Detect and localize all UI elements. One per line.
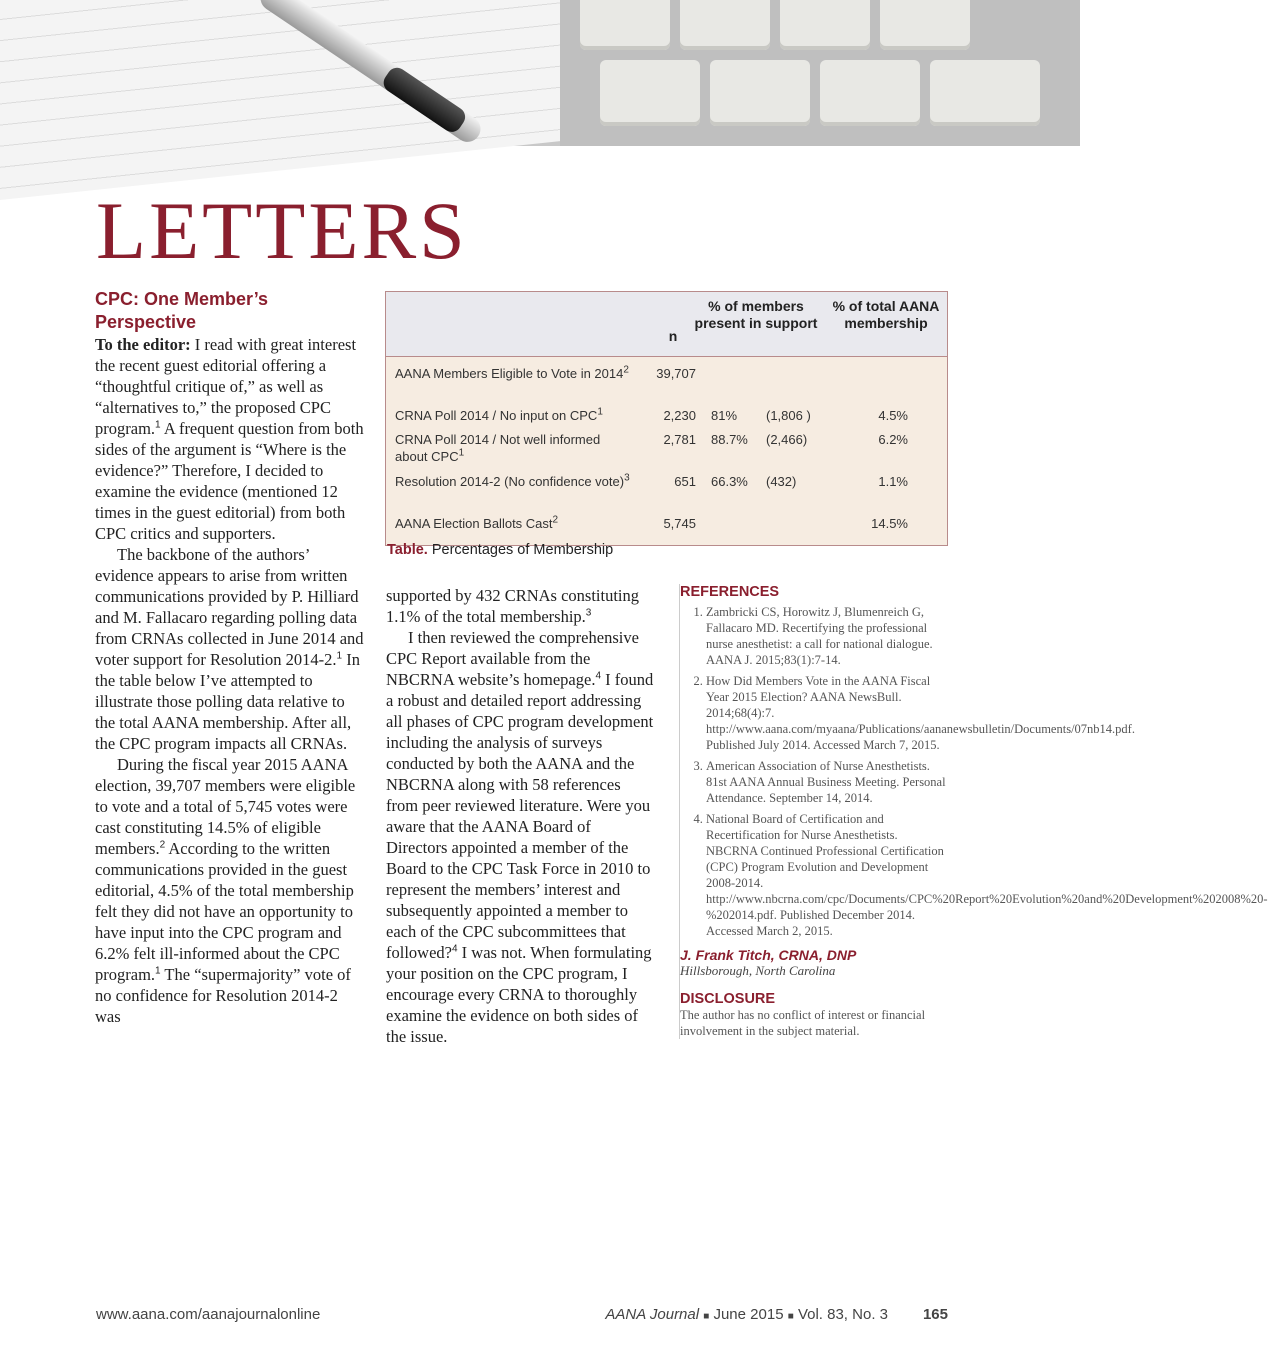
table-body [386, 365, 947, 545]
paragraph: I then reviewed the comprehensive CPC Report available from the NBCRNA website’s homepage.$^4$ I found a robust and detailed report addressing all phases of CPC program development including the analysis of surveys conducted by both the AANA and the NBCRNA along with 58 references from peer reviewed literature. Were you aware that the AANA Board of Directors appointed a member of the Board to the CPC Task Force in 2010 to represent the members’ interest and subsequently appointed a member to each of the CPC subcommittees that followed?$^4$ I was not. When formulating your position on the CPC program, I encourage every CRNA to thoroughly examine the evidence on both sides of the issue. [386, 628, 654, 1046]
paragraph: The backbone of the authors’ evidence appears to arise from written communications provided by P. Hilliard and M. Fallacaro regarding polling data from CRNAs collected in June 2014 and voter support for Resolution 2014-2.$^1$ In the table below I’ve attempted to illustrate those polling data relative to the total AANA membership. After all, the CPC program impacts all CRNAs. [95, 545, 364, 753]
col-header-n: n [668, 328, 678, 344]
row-label: CRNA Poll 2014 / No input on CPC$^1$ [395, 406, 603, 423]
col-header-total: % of total AANA membership [832, 298, 940, 331]
row-label: AANA Election Ballots Cast$^2$ [395, 514, 559, 531]
cell-total: 1.1% [878, 474, 908, 489]
footer-url[interactable]: www.aana.com/aanajournalonline [96, 1306, 321, 1323]
header-photo [0, 0, 1024, 146]
salutation: To the editor: [95, 335, 191, 354]
cell-count: (432) [766, 474, 797, 489]
footer-citation: AANA Journal ■ June 2015 ■ Vol. 83, No. 3 [605, 1306, 888, 1323]
paragraph: During the fiscal year 2015 AANA election, 39,707 members were eligible to vote and a total of 5,745 votes were cast constituting 14.5% of eligible members.$^2$ According to the written communications provided in the guest editorial, 4.5% of the total membership felt they did not have an opportunity to have input into the CPC program and 6.2% felt ill-informed about the CPC program.$^1$ The “supermajority” vote of no confidence for Resolution 2014-2 was [95, 755, 356, 1026]
author-location: Hillsborough, North Carolina [680, 963, 836, 978]
list-item: 4. National Board of Certification and Recertification for Nurse Anesthetists. NBCRNA Continued Professional Certification (CPC) Program Evolution and Development 2008-2014. http://www.nbcrna.com/cpc/Documents/CPC%20Report%20Evolution%20and%20Development%202008%20-%202014.pdf. Published December 2014. Accessed March 2, 2015. [706, 811, 950, 939]
cell-n: 39,707 [656, 366, 696, 381]
article-column-1 [95, 288, 365, 1027]
footnote-ref: 1 [597, 406, 603, 418]
page-number: 165 [922, 1306, 948, 1323]
cell-pct: 81% [711, 408, 738, 423]
cell-count: (2,466) [766, 432, 808, 447]
references-heading: REFERENCES [680, 584, 780, 600]
footnote-ref: 2 [552, 514, 559, 526]
disclosure-heading: DISCLOSURE [680, 991, 776, 1007]
table-header [386, 292, 947, 357]
cell-total: 14.5% [871, 516, 908, 531]
cell-count: (1,806 ) [766, 408, 811, 423]
row-label: Resolution 2014-2 (No confidence vote)$^3$ [395, 472, 630, 489]
list-item: 2. How Did Members Vote in the AANA Fiscal Year 2015 Election? AANA NewsBull. 2014;68(4):7. http://www.aana.com/myaana/Publications/aananewsbulletin/Documents/07nb14.pdf. Published July 2014. Accessed March 7, 2015. [706, 673, 950, 753]
table-row [386, 515, 947, 541]
table-row [386, 407, 947, 429]
footnote-ref: 2 [623, 364, 629, 376]
row-label: AANA Members Eligible to Vote in 2014$^2$ [395, 364, 629, 381]
references-column [679, 584, 1268, 1039]
paragraph: supported by 432 CRNAs constituting 1.1% of the total membership.$^3$ [386, 586, 640, 626]
cell-pct: 66.3% [711, 474, 748, 489]
list-item: 3. American Association of Nurse Anesthetists. 81st AANA Annual Business Meeting. Personal Attendance. September 14, 2014. [706, 758, 950, 806]
section-title: LETTERS [96, 185, 468, 276]
table-row [386, 473, 947, 513]
row-label: CRNA Poll 2014 / Not well informed about CPC$^1$ [395, 432, 601, 464]
page-footer [96, 1306, 948, 1323]
article-column-2 [386, 585, 656, 1047]
table-row [386, 365, 947, 405]
list-item: 1. Zambricki CS, Horowitz J, Blumenreich G, Fallacaro MD. Recertifying the professional nurse anesthetist: a call for national dialogue. AANA J. 2015;83(1):7-14. [706, 604, 950, 668]
cell-total: 6.2% [878, 432, 908, 447]
cell-n: 651 [674, 474, 696, 489]
cell-total: 4.5% [878, 408, 908, 423]
disclosure-text: The author has no conflict of interest or financial involvement in the subject material. [680, 1008, 926, 1038]
membership-table [385, 291, 948, 546]
cell-n: 2,781 [663, 432, 696, 447]
references-list [680, 604, 1268, 939]
paragraph: To the editor: I read with great interest the recent guest editorial offering a “thoughtful critique of,” as well as “alternatives to,” the proposed CPC program.$^1$ A frequent question from both sides of the argument is “Where is the evidence?” Therefore, I decided to examine the evidence (mentioned 12 times in the guest editorial) from both CPC critics and supporters. [95, 335, 364, 543]
cell-n: 2,230 [663, 408, 696, 423]
footnote-ref: 1 [458, 447, 465, 459]
cell-n: 5,745 [663, 516, 696, 531]
keyboard [560, 0, 1080, 146]
author-name: J. Frank Titch, CRNA, DNP [680, 947, 857, 963]
table-row [386, 431, 947, 471]
col-header-present: % of members present in support [694, 298, 818, 331]
footnote-ref: 3 [624, 472, 630, 484]
table-caption: Table. Percentages of Membership [387, 542, 614, 558]
cell-pct: 88.7% [711, 432, 748, 447]
article-heading: CPC: One Member’s Perspective [95, 289, 269, 332]
